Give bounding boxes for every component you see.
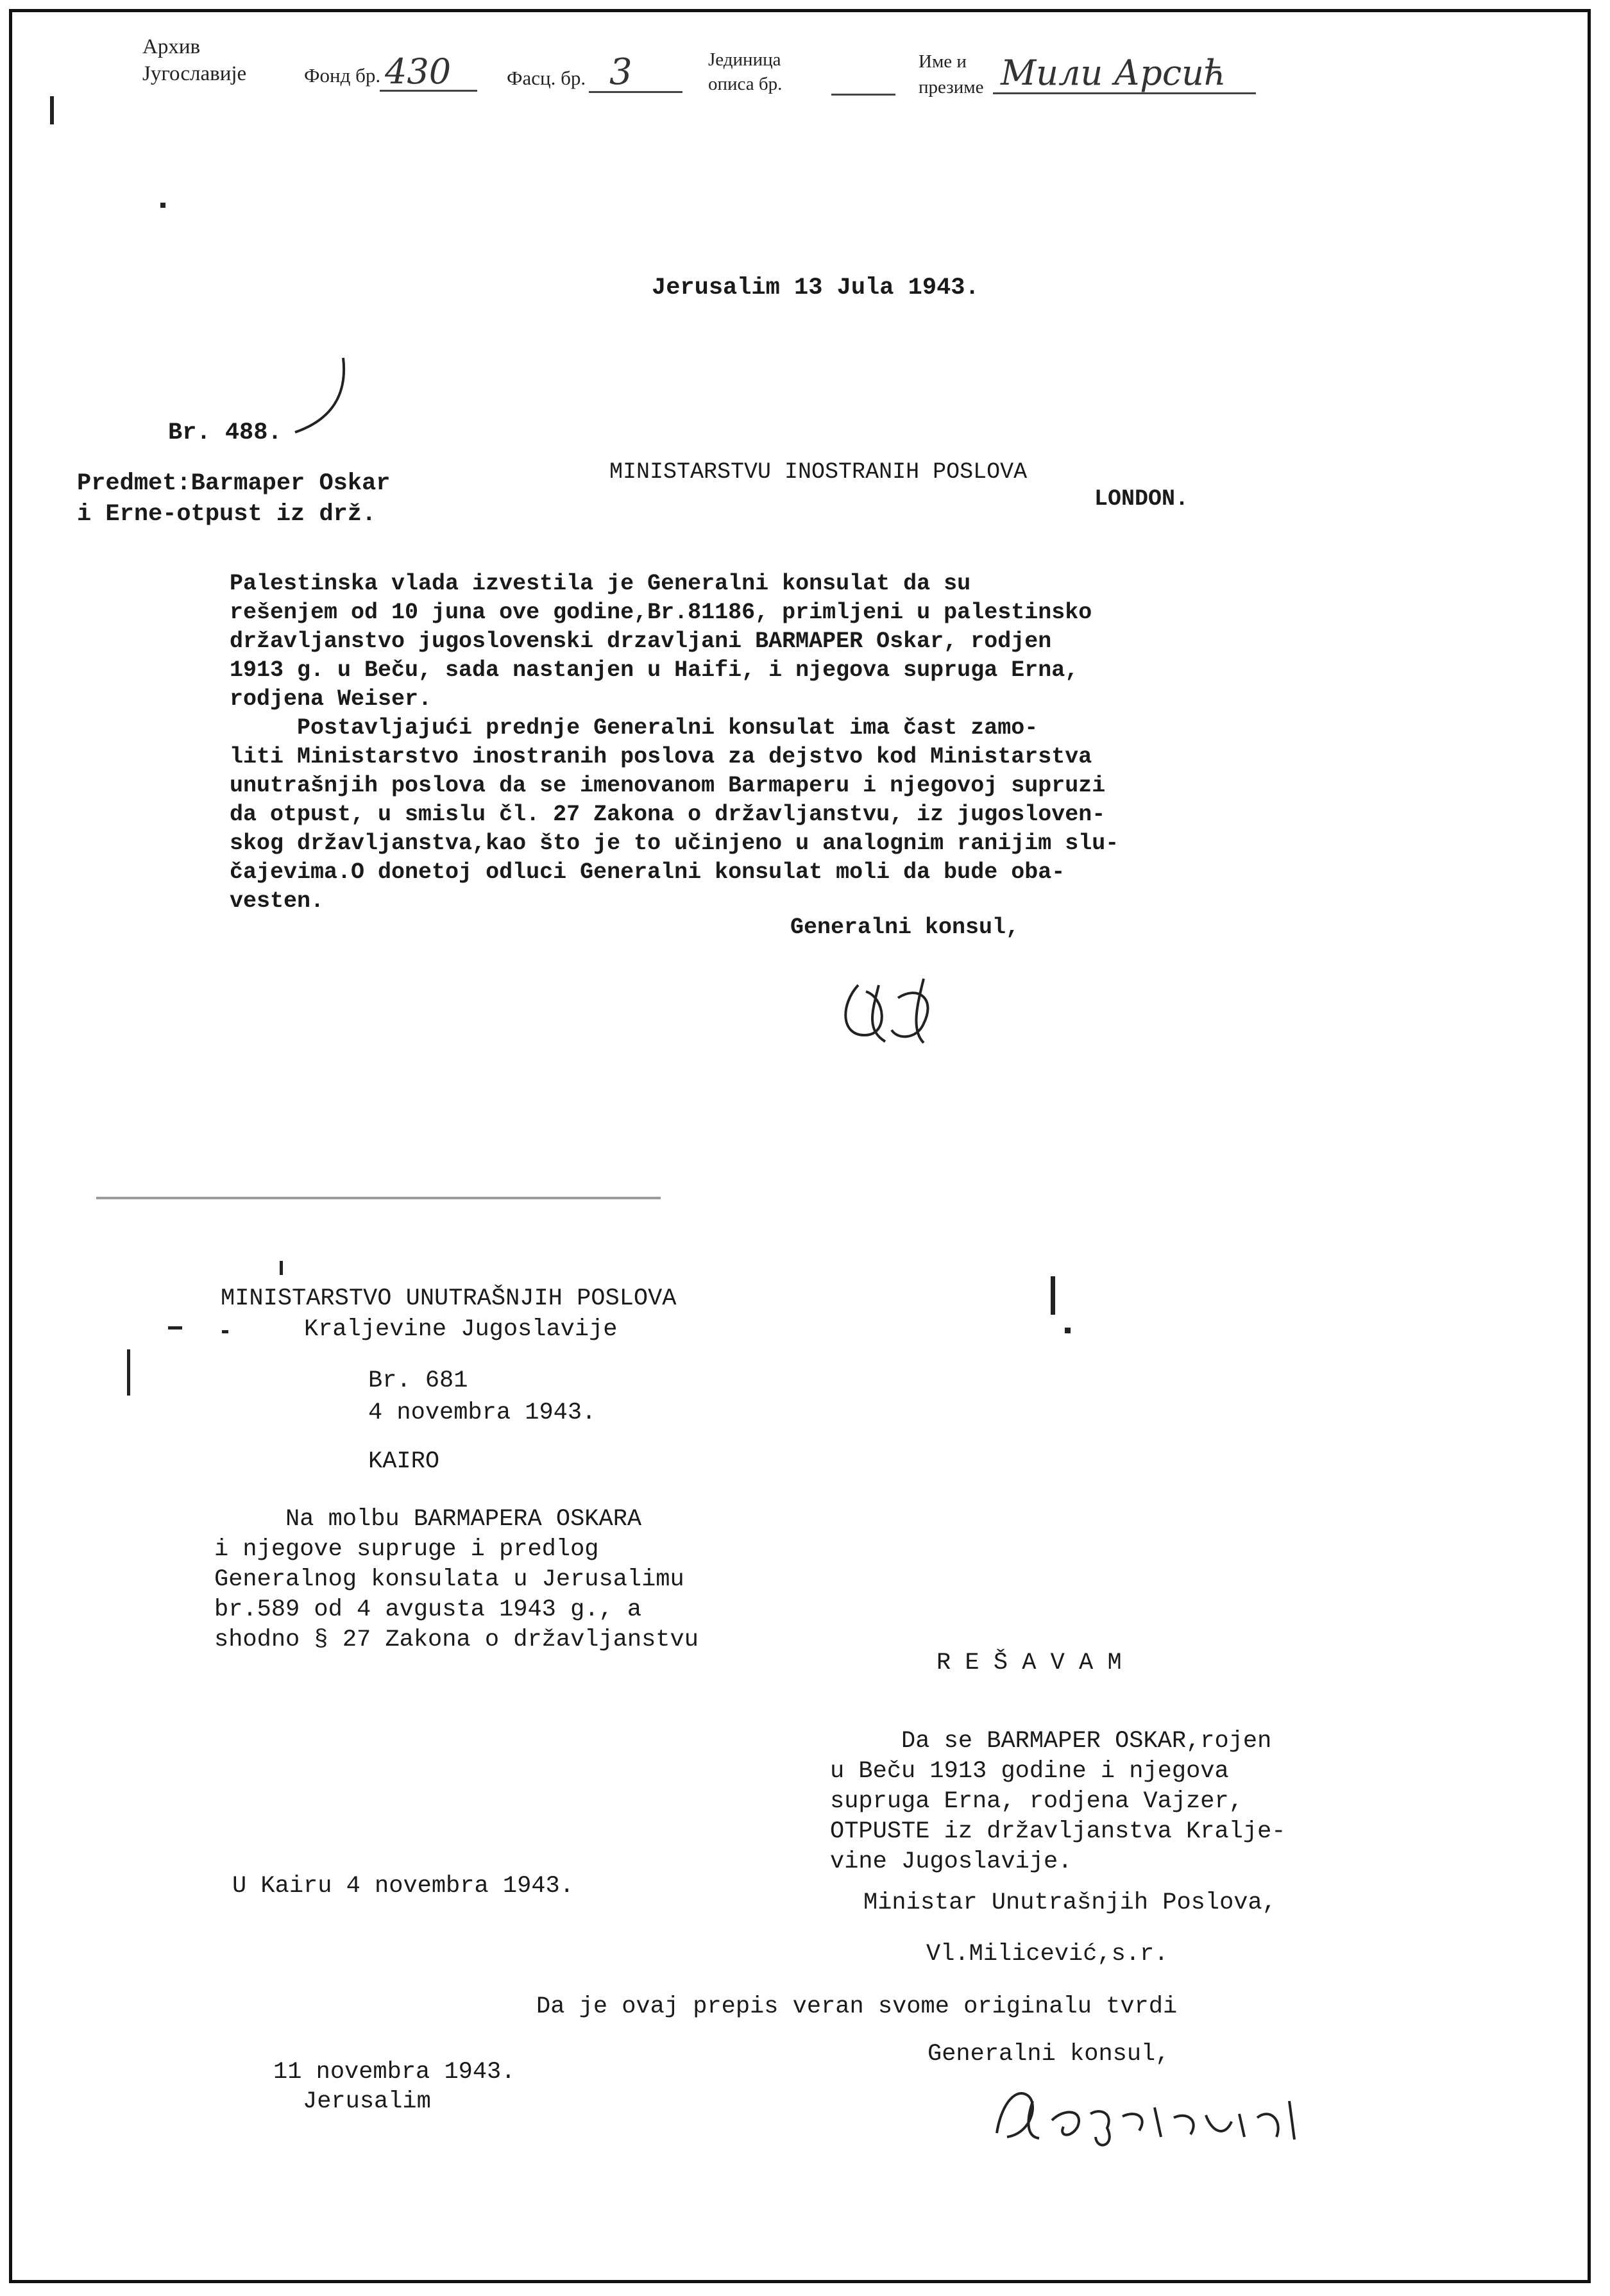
preamble-line: Generalnog konsulata u Jerusalimu bbox=[214, 1566, 684, 1593]
final-signoff: Generalni konsul, bbox=[928, 2041, 1170, 2068]
unit-underline bbox=[831, 94, 895, 96]
decision-city: KAIRO bbox=[368, 1448, 440, 1475]
unit-label bbox=[708, 47, 782, 96]
final-signature bbox=[988, 2075, 1309, 2152]
copy-city: Jerusalim bbox=[303, 2088, 431, 2115]
resolution-line: u Beču 1913 godine i njegova bbox=[830, 1758, 1229, 1785]
subject-line1: Predmet:Barmaper Oskar bbox=[77, 470, 391, 497]
body-line: da otpust, u smislu čl. 27 Zakona o državljanstvu, iz jugosloven- bbox=[230, 802, 1106, 827]
archive-label-line1: Архив bbox=[142, 35, 201, 58]
scan-mark bbox=[96, 1197, 661, 1199]
unit-label-line2: описа бр. bbox=[708, 74, 783, 94]
preamble-line: i njegove supruge i predlog bbox=[214, 1536, 599, 1563]
letter-number: Br. 488. bbox=[168, 419, 282, 446]
preamble-line: Na molbu BARMAPERA OSKARA bbox=[214, 1506, 642, 1533]
scan-mark bbox=[127, 1349, 130, 1396]
subject-block bbox=[77, 468, 390, 530]
archive-label bbox=[142, 33, 246, 87]
decision-number: Br. 681 bbox=[368, 1367, 468, 1394]
ministry-title: MINISTARSTVO UNUTRAŠNJIH POSLOVA bbox=[221, 1285, 677, 1312]
body-line: rešenjem od 10 juna ove godine,Br.81186, primljeni u palestinsko bbox=[230, 600, 1092, 625]
body-line: rodjena Weiser. bbox=[230, 686, 432, 712]
recipient-line1: MINISTARSTVU INOSTRANIH POSLOVA bbox=[609, 459, 1028, 485]
body-line: Palestinska vlada izvestila je Generalni konsulat da su bbox=[230, 571, 971, 596]
body-line: liti Ministarstvo inostranih poslova za dejstvo kod Ministarstva bbox=[230, 744, 1092, 770]
ministry-subtitle: Kraljevine Jugoslavije bbox=[304, 1316, 618, 1343]
hand-stroke-mark bbox=[282, 346, 359, 443]
consul-signature bbox=[827, 959, 956, 1056]
decision-place-date: U Kairu 4 novembra 1943. bbox=[232, 1873, 574, 1900]
unit-label-line1: Јединица bbox=[708, 49, 781, 70]
preamble-line: shodno § 27 Zakona o državljanstvu bbox=[214, 1626, 699, 1653]
certification-line: Da je ovaj prepis veran svome originalu tvrdi bbox=[536, 1993, 1178, 2020]
minister-title: Ministar Unutrašnjih Poslova, bbox=[863, 1889, 1276, 1916]
recipient-line2: LONDON. bbox=[1094, 486, 1189, 512]
name-label-line1: Име и bbox=[919, 51, 967, 72]
resolution-line: Da se BARMAPER OSKAR,rojen bbox=[830, 1728, 1272, 1755]
resolution-line: OTPUSTE iz državljanstva Kralje- bbox=[830, 1818, 1286, 1845]
name-label bbox=[919, 49, 983, 100]
scan-mark bbox=[1051, 1276, 1055, 1315]
subject-line2: i Erne-otpust iz drž. bbox=[77, 501, 377, 528]
resolution-heading: R E Š A V A M bbox=[936, 1650, 1122, 1676]
fond-label: Фонд бр. bbox=[304, 64, 381, 87]
fasc-value: 3 bbox=[609, 51, 632, 93]
body-line: Postavljajući prednje Generalni konsulat ima čast zamo- bbox=[230, 715, 1038, 741]
letter-body bbox=[230, 570, 1119, 916]
body-line: državljanstvo jugoslovenski drzavljani BARMAPER Oskar, rodjen bbox=[230, 629, 1052, 654]
resolution-block bbox=[830, 1726, 1286, 1877]
archive-label-line2: Југославије bbox=[142, 62, 247, 85]
scan-mark bbox=[1065, 1328, 1071, 1333]
preamble-line: br.589 od 4 avgusta 1943 g., a bbox=[214, 1596, 642, 1623]
body-line: skog državljanstva,kao što je to učinjeno u analognim ranijim slu- bbox=[230, 831, 1119, 856]
scan-mark bbox=[168, 1326, 182, 1329]
body-line: 1913 g. u Beču, sada nastanjen u Haifi, i njegova supruga Erna, bbox=[230, 657, 1079, 683]
name-value: Мили Арсић bbox=[1001, 53, 1226, 93]
body-line: čajevima.O donetoj odluci Generalni konsulat moli da bude oba- bbox=[230, 859, 1065, 885]
fasc-underline bbox=[589, 91, 682, 93]
scan-mark bbox=[160, 203, 165, 208]
consul-signoff: Generalni konsul, bbox=[790, 915, 1020, 940]
decision-date: 4 novembra 1943. bbox=[368, 1399, 597, 1426]
fasc-label: Фасц. бр. bbox=[507, 67, 586, 89]
preamble-block bbox=[214, 1505, 699, 1655]
minister-name: Vl.Milicević,s.r. bbox=[926, 1941, 1169, 1968]
resolution-line: supruga Erna, rodjena Vajzer, bbox=[830, 1788, 1243, 1815]
scan-mark bbox=[222, 1330, 228, 1333]
body-line: vesten. bbox=[230, 888, 325, 914]
page-border bbox=[9, 9, 1591, 2283]
scan-mark bbox=[50, 96, 54, 124]
scan-mark bbox=[280, 1261, 283, 1275]
resolution-line: vine Jugoslavije. bbox=[830, 1848, 1072, 1875]
fond-value: 430 bbox=[385, 51, 452, 92]
body-line: unutrašnjih poslova da se imenovanom Barmaperu i njegovoj supruzi bbox=[230, 773, 1106, 798]
copy-date: 11 novembra 1943. bbox=[273, 2059, 516, 2086]
letter-date: Jerusalim 13 Jula 1943. bbox=[652, 274, 979, 301]
name-label-line2: презиме bbox=[919, 77, 984, 97]
